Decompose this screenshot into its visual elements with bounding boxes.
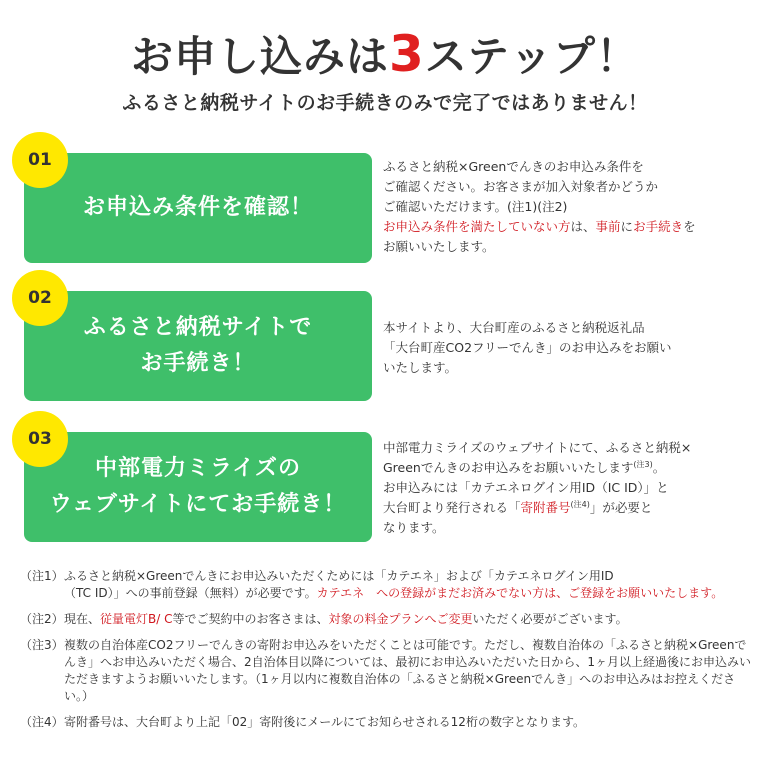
step-3-title-line2: ウェブサイトにてお手続き！ [49, 492, 347, 517]
plain-text: いただく必要がございます。 [472, 612, 628, 626]
step-1-desc-line: ご確認ください。お客さまが加入対象者かどうか [383, 179, 659, 194]
note-3 [20, 637, 755, 705]
plain-text: を [683, 219, 696, 234]
plain-text: 等でご契約中のお客さまは、 [172, 612, 329, 626]
step-1-badge: 01 [12, 132, 68, 188]
plain-text: Greenでんきのお申込みをお願いいたします [383, 460, 634, 475]
note-text [64, 568, 755, 602]
step-2-badge: 02 [12, 270, 68, 326]
footnote-ref: (注3) [633, 459, 653, 469]
step-3-desc-line: 中部電力ミライズのウェブサイトにて、ふるさと納税× [383, 440, 692, 455]
emphasis-text: お手続き [633, 219, 684, 234]
note-2 [20, 611, 755, 628]
plain-text: 。 [652, 460, 666, 475]
plain-text: に [620, 219, 634, 234]
note-text [64, 611, 755, 628]
step-3-description [383, 438, 761, 538]
note-label: （注1） [20, 569, 64, 583]
step-3-desc-line [383, 498, 761, 518]
step-3-desc-line: なります。 [383, 520, 445, 535]
footnotes [20, 568, 755, 740]
emphasis-text: 寄附番号 [520, 500, 571, 515]
emphasis-text: カテエネ への登録がまだお済みでない方は、ご登録をお願いいたします。 [316, 586, 724, 600]
page-subtitle: ふるさと納税サイトのお手続きのみで完了ではありません！ [122, 92, 648, 114]
step-1-description [383, 157, 761, 257]
note-text: 寄附番号は、大台町より上記「02」寄附後にメールにてお知らせされる12桁の数字となります。 [64, 715, 585, 729]
note-4 [20, 714, 755, 731]
plain-text: 」が必要と [589, 500, 653, 515]
step-2-description [383, 318, 761, 378]
plain-text: は、 [570, 219, 596, 234]
title-suffix: ステップ！ [424, 32, 639, 81]
step-2-desc-line: いたします。 [383, 360, 458, 375]
step-3-badge: 03 [12, 411, 68, 467]
step-1-desc-emphasis [383, 217, 761, 237]
step-3-box [24, 432, 372, 542]
plain-text: 大台町より発行される「 [383, 500, 521, 515]
step-2-desc-line: 本サイトより、大台町産のふるさと納税返礼品 [383, 320, 645, 335]
note-label: （注2） [20, 612, 64, 626]
emphasis-text: お申込み条件を満たしていない方 [383, 219, 571, 234]
step-1-desc-line: お願いいたします。 [383, 239, 495, 254]
step-2-box [24, 291, 372, 401]
title-prefix: お申し込みは [131, 32, 390, 81]
emphasis-text: 従量電灯B/ C [100, 612, 173, 626]
step-1-desc-line: ご確認いただけます。(注1)(注2) [383, 199, 568, 214]
note-label: （注3） [20, 638, 64, 652]
step-1-title: お申込み条件を確認！ [82, 195, 313, 220]
step-2-title-line2: お手続き！ [140, 351, 256, 376]
emphasis-text: 事前 [595, 219, 621, 234]
emphasis-text: 対象の料金プランへご変更 [328, 612, 473, 626]
step-3-desc-line: お申込みには「カテエネログイン用ID（IC ID）」と [383, 480, 669, 495]
footnote-ref: (注4) [570, 499, 590, 509]
page-title [0, 25, 770, 83]
step-1-box [24, 153, 372, 263]
plain-text: ふるさと納税×Greenでんきにお申込みいただくためには「カテエネ」および「カテエネログイン用ID [64, 569, 614, 583]
plain-text: 現在、 [64, 612, 101, 626]
title-step-count: 3 [389, 25, 425, 83]
note-1 [20, 568, 755, 602]
step-3-desc-line [383, 458, 761, 478]
note-text: 複数の自治体産CO2フリーでんきの寄附お申込みをいただくことは可能です。ただし、複数自治体の「ふるさと納税×Greenでんき」へお申込みいただく場合、2自治体目以降については、最初にお申込みいただいた日から、1ヶ月以上経過後にお申込みいただきますようお願いいたします。（1ヶ月以内に複数自治体の「ふるさと納税×Greenでんき」へのお申込みはお控えください。） [64, 638, 752, 703]
step-1-desc-line: ふるさと納税×Greenでんきのお申込み条件を [383, 159, 644, 174]
step-2-desc-line: 「大台町産CO2フリーでんき」のお申込みをお願い [383, 340, 672, 355]
note-label: （注4） [20, 715, 64, 729]
plain-text: （TC ID）」への事前登録（無料）が必要です。 [64, 586, 317, 600]
step-2-title-line1: ふるさと納税サイトで [83, 315, 313, 340]
step-3-title-line1: 中部電力ミライズの [94, 456, 302, 481]
